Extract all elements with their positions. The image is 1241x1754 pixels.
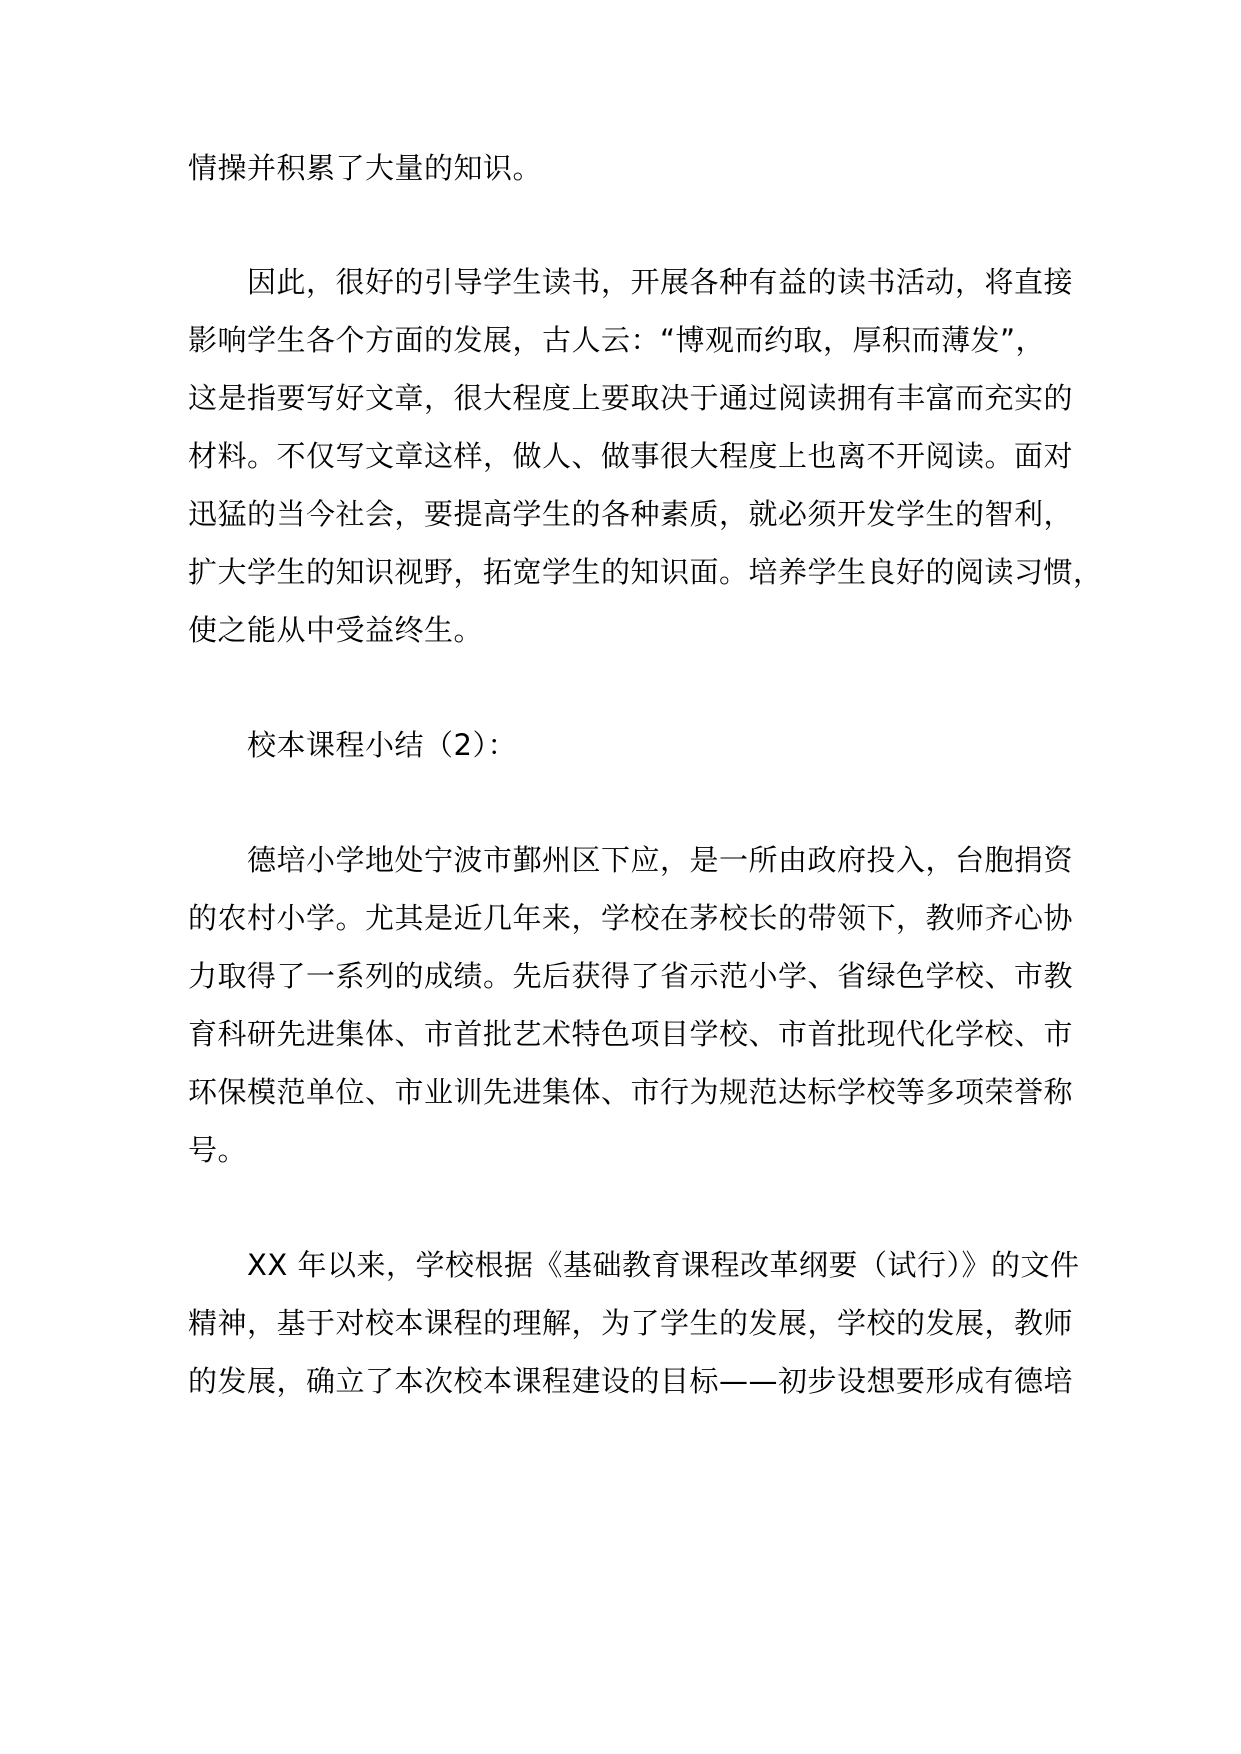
paragraph-line: 号。 (188, 1133, 248, 1167)
paragraph-line: 情操并积累了大量的知识。 (188, 151, 543, 185)
paragraph-line: 育科研先进集体、市首批艺术特色项目学校、市首批现代化学校、市 (188, 1017, 1074, 1051)
paragraph-line: 材料。不仅写文章这样，做人、做事很大程度上也离不开阅读。面对 (188, 439, 1074, 473)
paragraph-line: 精神，基于对校本课程的理解，为了学生的发展，学校的发展，教师 (188, 1306, 1074, 1340)
paragraph-line: 迅猛的当今社会，要提高学生的各种素质，就必须开发学生的智利， (188, 497, 1074, 531)
paragraph-line: 使之能从中受益终生。 (188, 613, 484, 647)
paragraph-line: 影响学生各个方面的发展，古人云：“博观而约取，厚积而薄发”， (188, 323, 1046, 357)
paragraph-line: 环保模范单位、市业训先进集体、市行为规范达标学校等多项荣誉称 (188, 1075, 1074, 1109)
paragraph-line: 力取得了一系列的成绩。先后获得了省示范小学、省绿色学校、市教 (188, 959, 1074, 993)
paragraph-line: 德培小学地处宁波市鄞州区下应，是一所由政府投入，台胞捐资 (247, 843, 1074, 877)
paragraph-line: 这是指要写好文章，很大程度上要取决于通过阅读拥有丰富而充实的 (188, 381, 1074, 415)
paragraph-line: 因此，很好的引导学生读书，开展各种有益的读书活动，将直接 (247, 265, 1074, 299)
section-heading: 校本课程小结（2）： (247, 728, 517, 762)
paragraph-line: XX 年以来，学校根据《基础教育课程改革纲要（试行）》的文件 (247, 1248, 1080, 1282)
paragraph-line: 扩大学生的知识视野，拓宽学生的知识面。培养学生良好的阅读习惯， (188, 555, 1103, 589)
paragraph-line: 的农村小学。尤其是近几年来，学校在茅校长的带领下，教师齐心协 (188, 901, 1074, 935)
paragraph-line: 的发展，确立了本次校本课程建设的目标——初步设想要形成有德培 (188, 1364, 1074, 1398)
